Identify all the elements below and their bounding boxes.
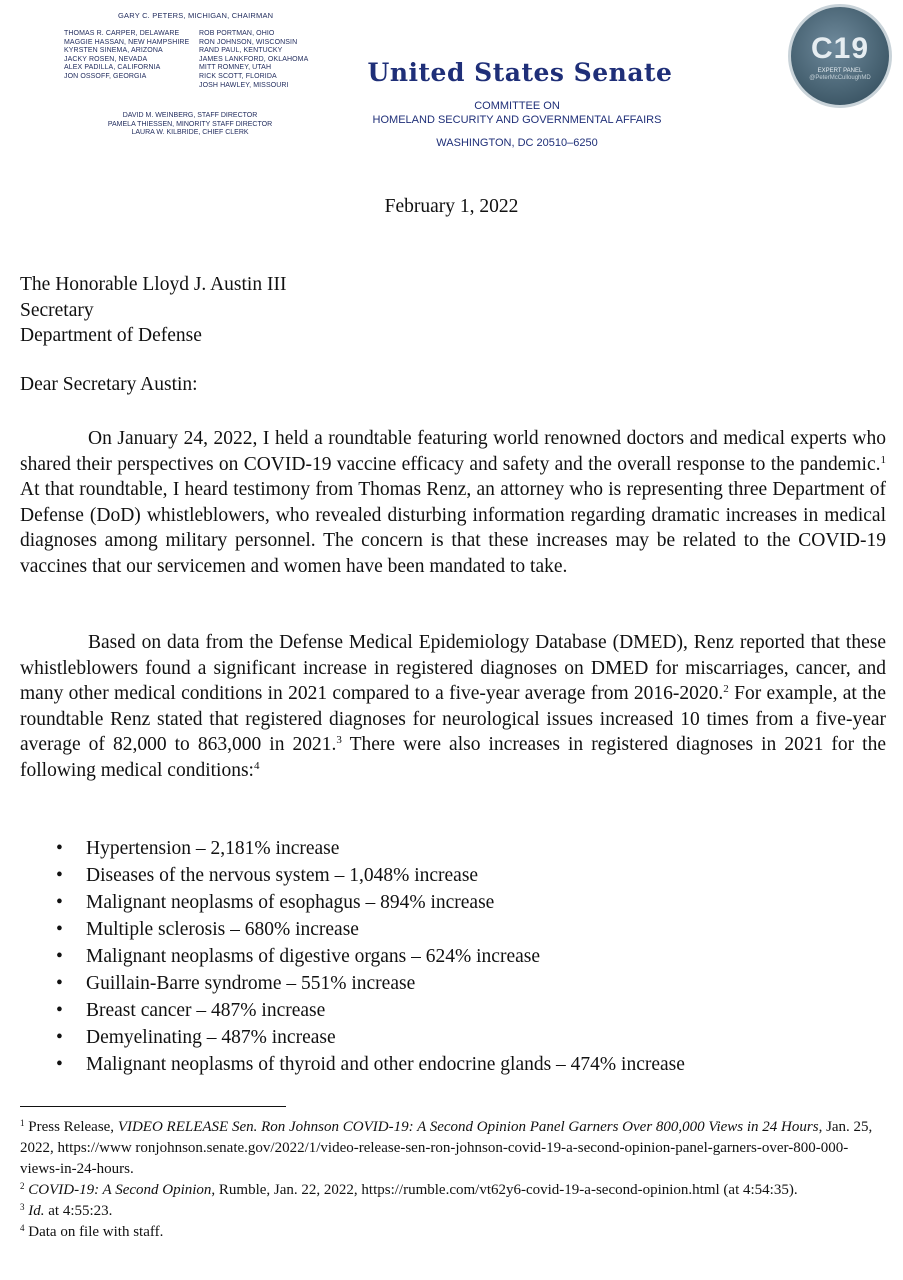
bullet-icon: • — [56, 1027, 63, 1048]
list-item-text: Diseases of the nervous system – 1,048% increase — [86, 865, 479, 886]
paragraph-text: For example, at the roundtable Renz stated that registered diagnoses for neurological issues increased 10 times from a five-year average of 82,000 to 863,000 in 2021. — [20, 683, 886, 755]
paragraph-text: Based on data from the Defense Medical Epidemiology Database (DMED), Renz reported that these whistleblowers found a significant increase in registered diagnoses on DMED for miscarriages, cancer, and many other medical conditions in 2021 compared to a five-year average from 2016-2020. — [20, 632, 886, 704]
committee-name: HOMELAND SECURITY AND GOVERNMENTAL AFFAIRS — [372, 114, 662, 126]
paragraph-dmed-data — [20, 630, 886, 783]
list-item — [56, 997, 685, 1024]
member-name: RON JOHNSON, WISCONSIN — [199, 38, 298, 46]
member-name: MAGGIE HASSAN, NEW HAMPSHIRE — [64, 38, 190, 46]
member-name: ROB PORTMAN, OHIO — [199, 30, 275, 37]
list-item-text: Guillain-Barre syndrome – 551% increase — [86, 973, 416, 994]
bullet-icon: • — [56, 973, 63, 994]
staff-name: PAMELA THIESSEN, MINORITY STAFF DIRECTOR — [107, 120, 273, 128]
list-item — [56, 1051, 685, 1078]
footnote-4 — [20, 1222, 886, 1243]
letterhead — [0, 0, 903, 165]
footnote-text: , Rumble, Jan. 22, 2022, https://rumble.com/vt62y6-covid-19-a-second-opinion.html (at 4:54:35). — [211, 1182, 798, 1198]
footnote-3 — [20, 1201, 886, 1222]
bullet-icon: • — [56, 892, 63, 913]
footnote-text: Data on file with staff. — [24, 1224, 164, 1240]
c19-watermark-badge — [788, 4, 892, 108]
footnote-ref: 3 — [336, 734, 342, 746]
list-item-text: Malignant neoplasms of esophagus – 894% increase — [86, 892, 495, 913]
staff-name: DAVID M. WEINBERG, STAFF DIRECTOR — [122, 112, 258, 119]
list-item-text: Demyelinating – 487% increase — [86, 1027, 336, 1048]
list-item-text: Malignant neoplasms of digestive organs – 624% increase — [86, 946, 540, 967]
addressee-department: Department of Defense — [20, 325, 202, 346]
list-item-text: Breast cancer – 487% increase — [86, 1000, 326, 1021]
list-item — [56, 916, 685, 943]
member-name: JACKY ROSEN, NEVADA — [64, 55, 148, 63]
committee-block — [352, 99, 682, 150]
member-name: MITT ROMNEY, UTAH — [199, 64, 272, 72]
minority-members-list — [199, 30, 308, 90]
list-item — [56, 835, 685, 862]
paragraph-text: There were also increases in registered diagnoses in 2021 for the following medical conditions: — [20, 734, 887, 781]
footnote-divider — [20, 1106, 286, 1107]
salutation: Dear Secretary Austin: — [20, 374, 198, 395]
footnote-ref: 4 — [253, 759, 260, 772]
list-item-text: Multiple sclerosis – 680% increase — [86, 919, 359, 940]
majority-members-list — [64, 30, 189, 82]
bullet-icon: • — [56, 1000, 63, 1021]
footnote-text: Press Release, — [24, 1119, 118, 1135]
footnote-number: 4 — [20, 1223, 25, 1233]
footnote-text: , Jan. 25, 2022, https://www ronjohnson.senate.gov/2022/1/video-release-sen-ron-johnson-covid-19-a-second-opinion-panel-garners-over-800-000-views-in-24-hours. — [20, 1119, 873, 1177]
footnote-1 — [20, 1117, 886, 1180]
committee-line: COMMITTEE ON — [474, 100, 560, 112]
member-name: THOMAS R. CARPER, DELAWARE — [64, 30, 180, 37]
list-item-text: Hypertension – 2,181% increase — [86, 838, 340, 859]
bullet-icon: • — [56, 838, 63, 859]
badge-subtitle: EXPERT PANEL — [817, 68, 863, 74]
member-name: KYRSTEN SINEMA, ARIZONA — [64, 47, 163, 55]
badge-handle: @PeterMcCulloughMD — [809, 75, 871, 81]
footnote-number: 3 — [20, 1202, 25, 1212]
senate-title: United States Senate — [367, 58, 673, 87]
member-name: ALEX PADILLA, CALIFORNIA — [64, 64, 161, 72]
list-item — [56, 943, 685, 970]
addressee-title: Secretary — [20, 299, 94, 321]
staff-list — [100, 112, 280, 138]
badge-title: C19 — [810, 32, 870, 65]
list-item — [56, 862, 685, 889]
committee-address: WASHINGTON, DC 20510–6250 — [436, 137, 598, 149]
member-name: JAMES LANKFORD, OKLAHOMA — [199, 55, 309, 63]
bullet-icon: • — [56, 1054, 63, 1075]
addressee-block — [20, 272, 286, 349]
footnote-title: COVID-19: A Second Opinion — [28, 1182, 212, 1198]
paragraph-text: On January 24, 2022, I held a roundtable featuring world renowned doctors and medical experts who shared their perspectives on COVID-19 vaccine efficacy and safety and the overall response to the pandemic. — [20, 428, 886, 475]
bullet-icon: • — [56, 865, 63, 886]
footnote-title: VIDEO RELEASE Sen. Ron Johnson COVID-19: A Second Opinion Panel Garners Over 800,000 Views in 24 Hours — [117, 1119, 819, 1135]
chairman-line: GARY C. PETERS, MICHIGAN, CHAIRMAN — [118, 11, 274, 20]
footnote-ref: 1 — [880, 453, 886, 466]
paragraph-roundtable — [20, 426, 886, 579]
staff-name: LAURA W. KILBRIDE, CHIEF CLERK — [131, 129, 249, 137]
footnote-number: 1 — [20, 1118, 25, 1128]
bullet-icon: • — [56, 946, 63, 967]
list-item-text: Malignant neoplasms of thyroid and other endocrine glands – 474% increase — [86, 1054, 685, 1075]
paragraph-text: At that roundtable, I heard testimony from Thomas Renz, an attorney who is representing three Department of Defense (DoD) whistleblowers, who revealed disturbing information regarding dramatic increases in medical diagnoses among military personnel. The concern is that these increases may be related to the COVID-19 vaccines that our servicemen and women have been mandated to take. — [20, 479, 886, 577]
member-name: JOSH HAWLEY, MISSOURI — [199, 81, 289, 89]
footnote-title: Id. — [28, 1203, 45, 1219]
footnotes — [20, 1117, 886, 1243]
letter-date: February 1, 2022 — [384, 196, 519, 217]
list-item — [56, 1024, 685, 1051]
footnote-ref: 2 — [723, 683, 729, 695]
list-item — [56, 889, 685, 916]
conditions-list — [56, 835, 685, 1078]
list-item — [56, 970, 685, 997]
member-name: JON OSSOFF, GEORGIA — [64, 72, 147, 80]
footnote-number: 2 — [20, 1181, 25, 1191]
member-name: RICK SCOTT, FLORIDA — [199, 72, 277, 80]
bullet-icon: • — [56, 919, 63, 940]
member-name: RAND PAUL, KENTUCKY — [199, 47, 283, 55]
footnote-text: at 4:55:23. — [44, 1203, 113, 1219]
addressee-name: The Honorable Lloyd J. Austin III — [20, 274, 287, 295]
footnote-2 — [20, 1180, 886, 1201]
